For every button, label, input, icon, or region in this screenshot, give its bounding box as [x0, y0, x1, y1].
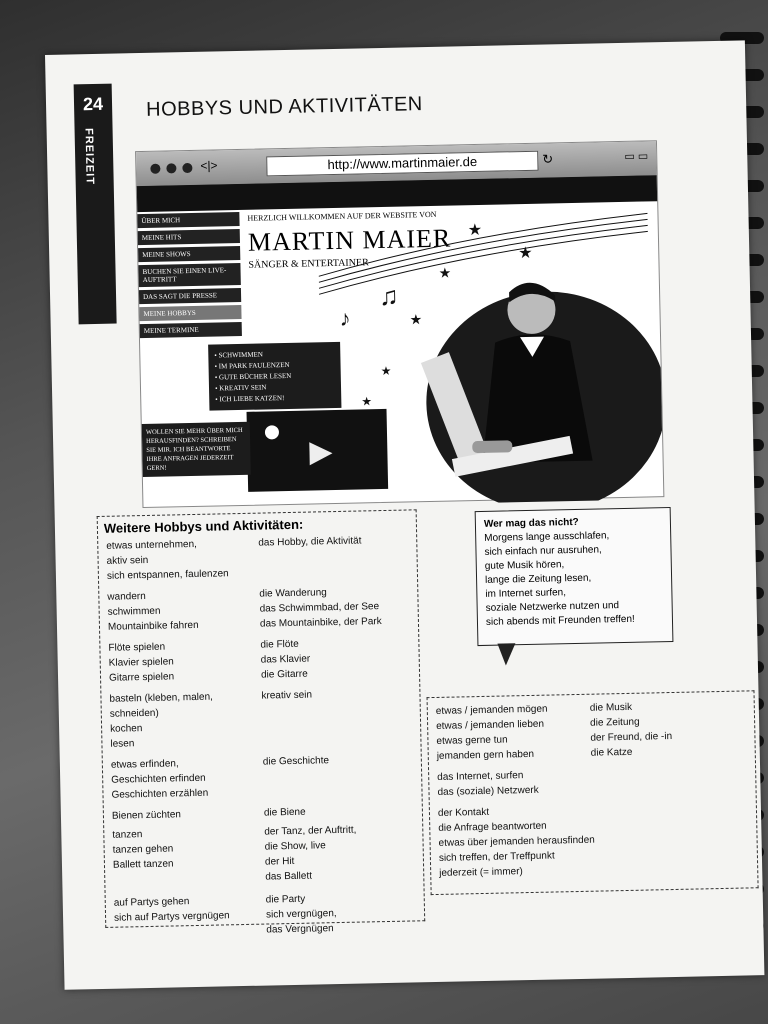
- svg-text:♫: ♫: [378, 280, 399, 312]
- vocab-term: das (soziale) Netzwerk: [437, 784, 539, 798]
- artist-subtitle: SÄNGER & ENTERTAINER: [248, 257, 369, 271]
- artist-name: MARTIN MAIER: [247, 223, 452, 257]
- speech-line: sich einfach nur ausruhen,: [484, 544, 602, 558]
- play-icon[interactable]: ▶: [309, 435, 333, 469]
- vocab-term: jederzeit (= immer): [439, 866, 523, 879]
- vocab-noun: die Musik: [589, 701, 633, 714]
- vocab-term: etwas über jemanden herausfinden: [438, 834, 595, 849]
- vocab-noun: sich vergnügen,: [265, 908, 337, 921]
- vocab-term: aktiv sein: [106, 554, 149, 567]
- svg-text:♪: ♪: [339, 305, 351, 331]
- menu-item[interactable]: ÜBER MICH: [137, 212, 239, 228]
- textbook-page: [45, 40, 764, 989]
- website-mockup: [135, 140, 664, 508]
- window-buttons-icon: ▭ ▭: [624, 150, 649, 163]
- vocab-term: der Kontakt: [437, 806, 490, 819]
- vocab-term: Geschichten erfinden: [111, 772, 206, 786]
- vocab-noun: das Schwimmbad, der See: [259, 601, 380, 615]
- speech-line: soziale Netzwerke nutzen und: [485, 600, 620, 614]
- vocab-noun: das Klavier: [260, 653, 311, 666]
- menu-item[interactable]: BUCHEN SIE EINEN LIVE-AUFTRITT: [138, 263, 240, 287]
- menu-item[interactable]: MEINE HOBBYS: [139, 305, 241, 321]
- chapter-word: FREIZEIT: [82, 127, 96, 186]
- vocab-noun: der Hit: [264, 855, 295, 868]
- vocab-term: Bienen züchten: [111, 809, 182, 822]
- vocab-noun: der Freund, die -in: [590, 731, 673, 744]
- submenu-item[interactable]: • ICH LIEBE KATZEN!: [215, 394, 285, 404]
- submenu-item[interactable]: • IM PARK FAULENZEN: [214, 360, 290, 371]
- vocab-term: tanzen: [112, 829, 143, 841]
- vocab-box-right: [427, 690, 759, 895]
- vocab-noun: die Gitarre: [260, 668, 308, 681]
- vocab-term: die Anfrage beantworten: [438, 820, 547, 834]
- vocab-term: sich entspannen, faulenzen: [106, 568, 229, 582]
- vocab-term: Flöte spielen: [108, 641, 166, 654]
- menu-item[interactable]: MEINE TERMINE: [140, 322, 242, 338]
- svg-text:★: ★: [409, 311, 423, 328]
- svg-text:★: ★: [467, 221, 483, 240]
- vocab-term: lesen: [110, 738, 135, 750]
- vocab-term: jemanden gern haben: [436, 748, 535, 762]
- vocab-noun: die Wanderung: [259, 587, 327, 600]
- svg-text:★: ★: [380, 363, 392, 379]
- menu-item[interactable]: DAS SAGT DIE PRESSE: [139, 288, 241, 304]
- vocab-noun: kreativ sein: [261, 689, 313, 702]
- speech-tail: [497, 643, 515, 665]
- vocab-term: auf Partys gehen: [113, 896, 190, 909]
- site-menu: [137, 212, 242, 341]
- contact-question: WOLLEN SIE MEHR ÜBER MICH HERAUSFINDEN? SCHREIBEN SIE MIR. ICH BEANTWORTE IHRE ANFRAGEN JEDERZEIT GERN!: [142, 422, 251, 477]
- vocab-box-left: [97, 509, 426, 936]
- submenu-item[interactable]: • SCHWIMMEN: [214, 350, 263, 360]
- speech-line: sich abends mit Freunden treffen!: [485, 613, 635, 628]
- speech-line: lange die Zeitung lesen,: [484, 572, 592, 586]
- vocab-noun: die Katze: [590, 746, 633, 759]
- vocab-noun: die Show, live: [264, 840, 326, 853]
- chapter-number: 24: [82, 93, 104, 115]
- menu-item[interactable]: MEINE HITS: [138, 229, 240, 245]
- dot-icon: [182, 163, 192, 173]
- page-title: HOBBYS UND AKTIVITÄTEN: [145, 93, 423, 121]
- svg-text:★: ★: [438, 264, 452, 281]
- vocab-term: etwas unternehmen,: [106, 538, 198, 552]
- speech-line: Morgens lange ausschlafen,: [484, 530, 610, 544]
- back-forward-icon: <|>: [200, 158, 218, 173]
- vocab-term: Geschichten erzählen: [111, 787, 209, 801]
- menu-item[interactable]: MEINE SHOWS: [138, 246, 240, 262]
- vocab-term: etwas gerne tun: [436, 734, 508, 747]
- vocab-noun: die Biene: [263, 806, 306, 819]
- vocab-noun: die Zeitung: [589, 716, 640, 729]
- vocab-term: Gitarre spielen: [108, 671, 175, 684]
- dot-icon: [150, 164, 160, 174]
- video-player[interactable]: [247, 409, 389, 492]
- vocab-noun: das Ballett: [265, 870, 313, 883]
- vocab-term: schwimmen: [107, 605, 161, 618]
- svg-text:★: ★: [361, 394, 373, 409]
- chapter-tab: [74, 84, 117, 325]
- dot-icon: [166, 163, 176, 173]
- submenu-item[interactable]: • GUTE BÜCHER LESEN: [214, 371, 292, 382]
- vocab-noun: das Mountainbike, der Park: [259, 616, 382, 630]
- hobby-submenu: [208, 342, 341, 411]
- vocab-term: kochen: [110, 723, 143, 735]
- vocab-noun: der Tanz, der Auftritt,: [264, 824, 357, 838]
- vocab-term: etwas erfinden,: [110, 758, 179, 771]
- vocab-term: tanzen gehen: [112, 843, 174, 856]
- vocab-term: Ballett tanzen: [112, 858, 174, 871]
- speech-bubble: [475, 507, 674, 646]
- light-spot-icon: [265, 425, 279, 439]
- speech-line: im Internet surfen,: [485, 587, 567, 600]
- vocab-term: sich auf Partys vergnügen: [113, 910, 230, 924]
- speech-line: gute Musik hören,: [484, 559, 565, 572]
- vocab-noun: das Hobby, die Aktivität: [258, 535, 362, 549]
- vocab-term: Mountainbike fahren: [107, 619, 199, 633]
- vocab-term: etwas / jemanden mögen: [435, 703, 548, 717]
- vocab-noun: die Flöte: [260, 638, 299, 651]
- submenu-item[interactable]: • KREATIV SEIN: [214, 383, 267, 393]
- vocab-term: schneiden): [109, 707, 159, 720]
- vocab-noun: das Vergnügen: [266, 923, 334, 936]
- speech-question: Wer mag das nicht?: [483, 516, 579, 530]
- vocab-term: sich treffen, der Treffpunkt: [438, 850, 555, 864]
- reload-icon: ↻: [542, 151, 554, 167]
- vocab-term: wandern: [107, 591, 146, 603]
- vocab-noun: die Geschichte: [262, 755, 330, 768]
- vocab-term: Klavier spielen: [108, 656, 174, 669]
- vocab-noun: die Party: [265, 893, 306, 906]
- svg-text:★: ★: [518, 244, 533, 263]
- welcome-text: HERZLICH WILLKOMMEN AUF DER WEBSITE VON: [247, 209, 437, 223]
- vocab-term: das Internet, surfen: [437, 770, 524, 783]
- vocab-term: basteln (kleben, malen,: [109, 691, 214, 705]
- vocab-heading: Weitere Hobbys und Aktivitäten:: [103, 516, 304, 536]
- vocab-term: etwas / jemanden lieben: [436, 718, 545, 732]
- url-bar: http://www.martinmaier.de: [266, 151, 538, 177]
